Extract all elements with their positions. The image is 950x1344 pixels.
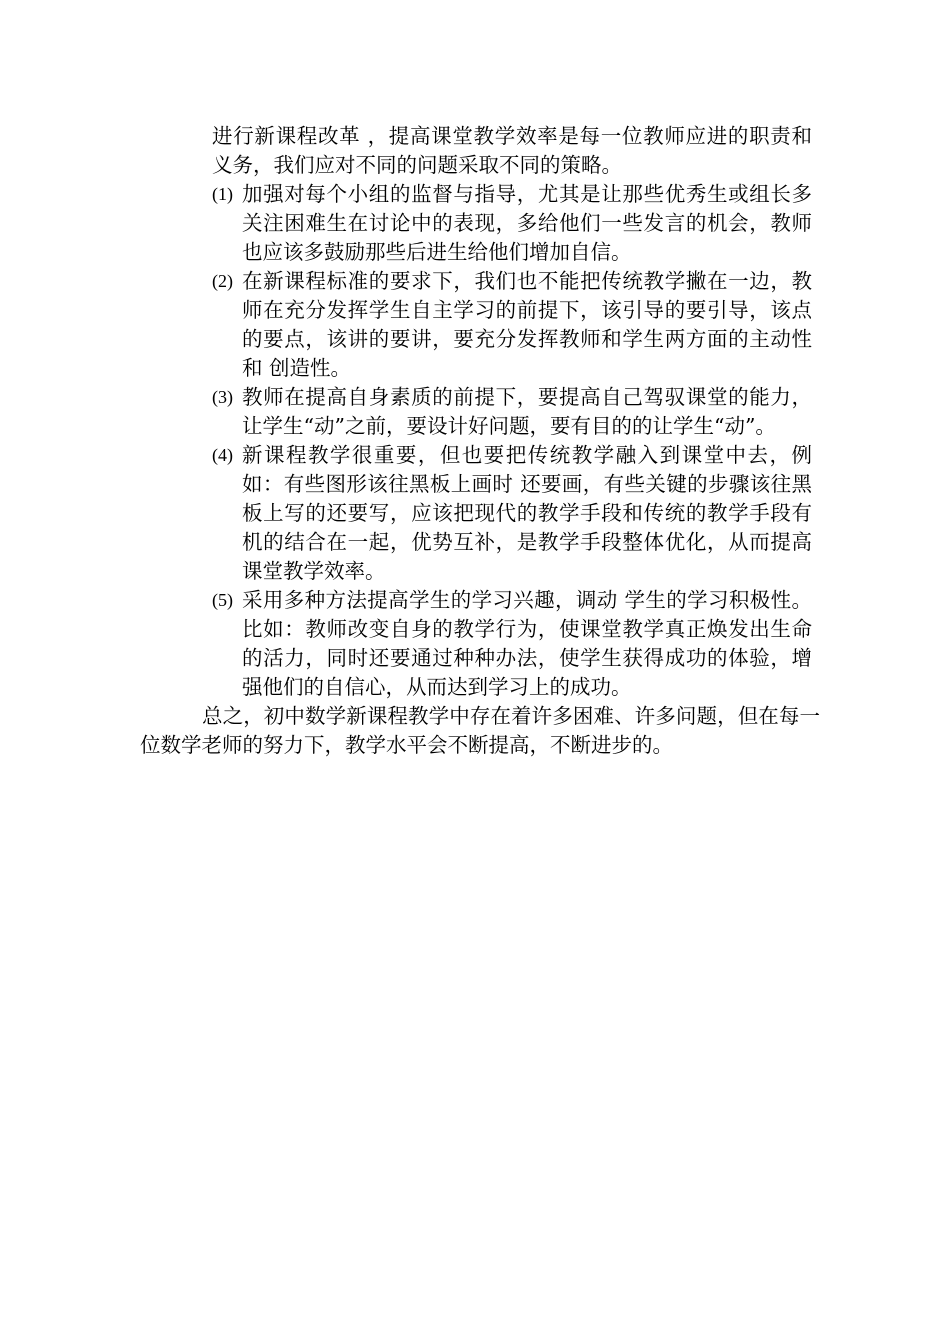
list-item-number: (1): [212, 184, 233, 204]
list-item: [212, 441, 812, 586]
list-item-text: 在新课程标准的要求下，我们也不能把传统教学撇在一边，教师在充分发挥学生自主学习的前提下，该引导的要引导，该点的要点，该讲的要讲，要充分发挥教师和学生两方面的主动性和 创造性。: [242, 269, 812, 380]
list-item-number: (3): [212, 387, 233, 407]
document-body: [140, 122, 820, 760]
list-item-text: 采用多种方法提高学生的学习兴趣，调动 学生的学习积极性。比如：教师改变自身的教学行为，使课堂教学真正焕发出生命的活力，同时还要通过种种办法，使学生获得成功的体验，增强他们的自信心，从而达到学习上的成功。: [242, 588, 812, 699]
list-item-text: 教师在提高自身素质的前提下，要提高自己驾驭课堂的能力，让学生“动”之前，要设计好问题，要有目的的让学生“动”。: [242, 385, 812, 438]
list-item: [212, 180, 812, 267]
list-item-number: (4): [212, 445, 233, 465]
strategy-list: [140, 180, 820, 702]
list-item-number: (2): [212, 271, 233, 291]
list-item: [212, 267, 812, 383]
list-item-text: 加强对每个小组的监督与指导，尤其是让那些优秀生或组长多关注困难生在讨论中的表现，多给他们一些发言的机会，教师也应该多鼓励那些后进生给他们增加自信。: [242, 182, 812, 264]
list-item-number: (5): [212, 590, 233, 610]
list-item: [212, 586, 812, 702]
conclusion-paragraph: 总之，初中数学新课程教学中存在着许多困难、许多问题，但在每一位数学老师的努力下，教学水平会不断提高，不断进步的。: [140, 704, 820, 757]
intro-paragraph: 进行新课程改革 ，提高课堂教学效率是每一位教师应进的职责和义务，我们应对不同的问题采取不同的策略。: [212, 124, 812, 177]
list-item: [212, 383, 812, 441]
list-item-text: 新课程教学很重要，但也要把传统教学融入到课堂中去，例如：有些图形该往黑板上画时 还要画，有些关键的步骤该往黑板上写的还要写，应该把现代的教学手段和传统的教学手段有机的结合在一起，优势互补，是教学手段整体优化，从而提高课堂教学效率。: [242, 443, 812, 583]
